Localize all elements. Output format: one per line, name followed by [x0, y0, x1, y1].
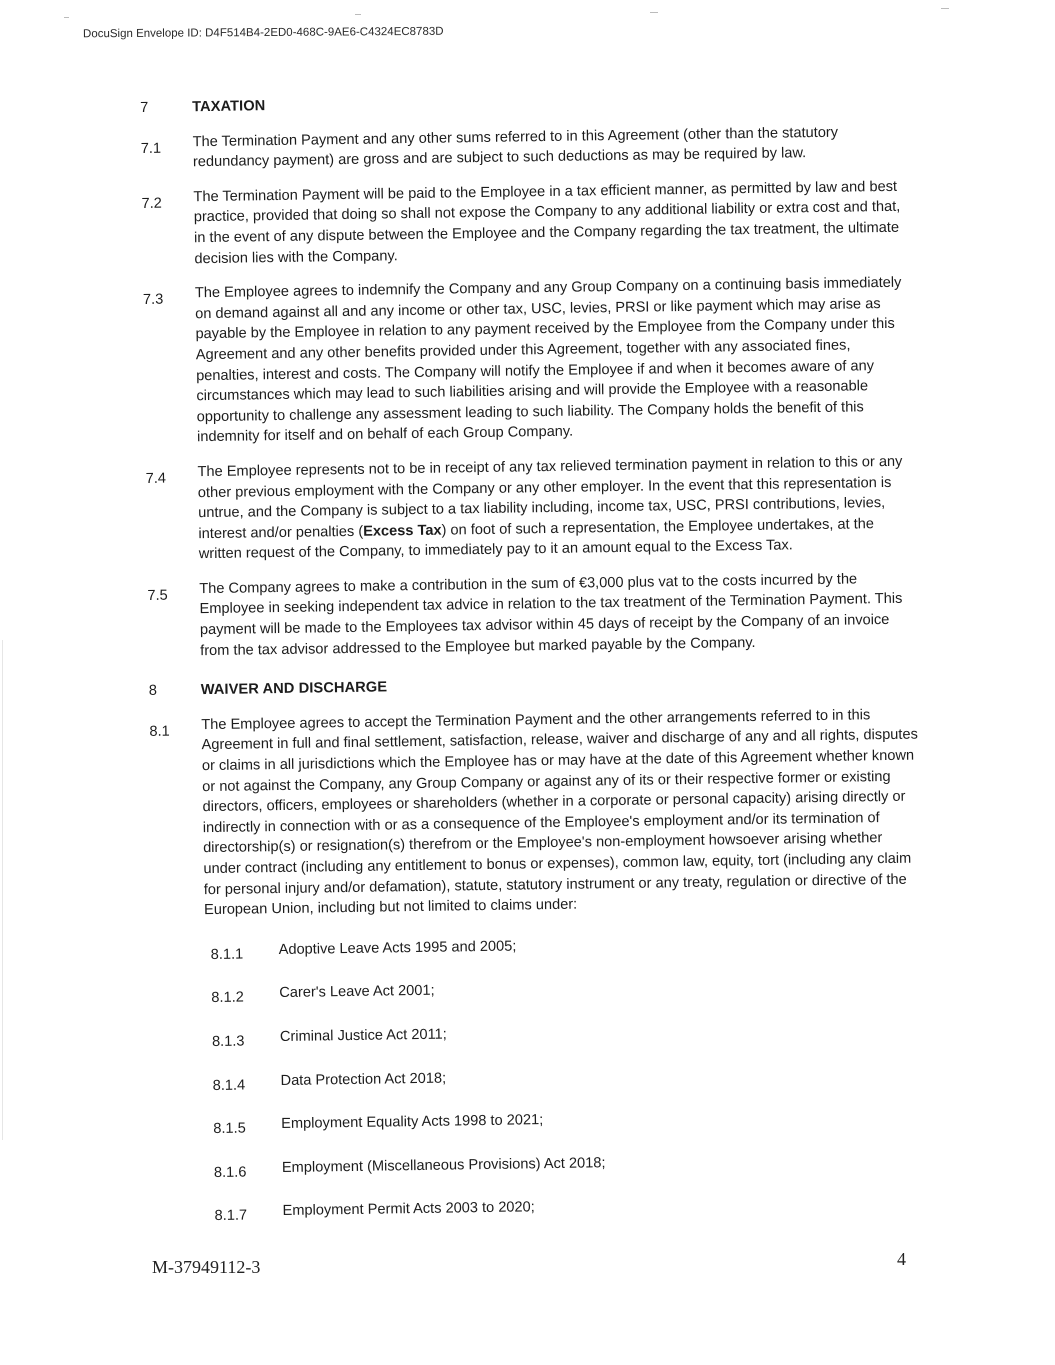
subclause-number: 8.1.1	[210, 946, 244, 963]
section-number: 7	[140, 99, 149, 116]
subclause-number: 8.1.3	[211, 1033, 245, 1051]
clause-7-4	[145, 451, 916, 565]
clause-7-2	[141, 176, 912, 270]
page-number: 4	[897, 1249, 906, 1269]
clause-text-part: The Employee represents not to be in receipt of any tax relieved termination payment in relation to this or any other previous employment with the Company or any other employer. In the event that this representation is untrue, and the Company is subject to a tax liability including, income tax, USC, PRSI contributions, levies, interest and/or penalties (	[197, 453, 903, 542]
section-title: WAIVER AND DISCHARGE	[200, 679, 388, 699]
subclause-8-1-2	[211, 974, 923, 1009]
clause-text: The Employee agrees to accept the Termination Payment and the other arrangements referred to in this Agreement in full and final settlement, satisfaction, release, waiver and discharge of any and all rights, disputes or claims in all jurisdictions which the Employee has or may have at the date of this Agreement whether known or not against the Company, any Group Company or against any of its or their respective former or existing directors, officers, employees or shareholders (whether in a corporate or personal capacity) arising directly or indirectly in connection with or as a consequence of the Employee's employment and/or its termination of directorship(s) or resignation(s) therefrom or the Employee's non-employment howsoever arising whether under contract (including any entitlement to bonus or expenses), common law, equity, tort (including any claim for personal injury and/or defamation), statute, statutory instrument or any treaty, regulation or directive of the European Union, including but not limited to claims under:	[201, 707, 918, 919]
document-id: M-37949112-3	[152, 1257, 261, 1277]
docusign-envelope-id: DocuSign Envelope ID: D4F514B4-2ED0-468C-9AE6-C4324EC8783D	[82, 25, 444, 41]
clause-text	[197, 451, 916, 565]
subclause-8-1-6	[214, 1148, 926, 1183]
subclause-number: 8.1.7	[214, 1207, 248, 1225]
clause-text: The Termination Payment will be paid to the Employee in a tax efficient manner, as permitted by law and best practice, provided that doing so shall not expose the Company to any additional liability or extra cost and that, in the event of any dispute between the Employee and the Company regarding the tax treatment, the ultimate decision lies with the Company.	[193, 178, 901, 267]
subclause-8-1-5	[213, 1105, 925, 1140]
clause-text: The Company agrees to make a contribution in the sum of €3,000 plus vat to the costs incurred by the Employee in seeking independent tax advice in relation to the tax treatment of the Termination Payment. This payment will be made to the Employees tax advisor within 45 days of receipt by the Company of an invoice from the tax advisor addressed to the Employee but marked payable by the Company.	[199, 571, 903, 659]
clause-8-1	[149, 704, 922, 921]
defined-term-excess-tax: Excess Tax	[363, 522, 442, 540]
subclause-8-1-1	[211, 930, 923, 965]
subclause-text: Data Protection Act 2018;	[280, 1070, 447, 1089]
section-title: TAXATION	[192, 98, 266, 116]
clause-7-5	[147, 568, 918, 662]
clause-text-part: ) on foot of such a representation, the Employee undertakes, at the written request of the Company, to immediately pay to it an amount equal to the Excess Tax.	[198, 515, 875, 563]
subclause-8-1-3	[212, 1017, 924, 1052]
clause-number: 8.1	[149, 723, 170, 740]
subclause-text: Carer's Leave Act 2001;	[279, 983, 435, 1002]
section-heading-taxation	[140, 87, 910, 119]
subclause-number: 8.1.5	[213, 1120, 246, 1138]
document-body	[140, 87, 927, 1228]
subclause-number: 8.1.6	[213, 1164, 247, 1181]
subclause-text: Employment (Miscellaneous Provisions) Act 2018;	[281, 1154, 606, 1176]
subclause-8-1-4	[212, 1061, 924, 1096]
clause-text: The Termination Payment and any other sums referred to in this Agreement (other than the statutory redundancy payment) are gross and are subject to such deductions as may be required by law.	[192, 124, 839, 171]
clause-7-3	[143, 273, 915, 449]
section-number: 8	[148, 683, 158, 700]
clause-number: 7.1	[140, 140, 162, 157]
clause-number: 7.3	[142, 291, 164, 309]
clause-text: The Employee agrees to indemnify the Company and any Group Company on a continuing basis immediately on demand against all and any income or other tax, USC, levies, PRSI or like payment which may arise as payable by the Employee in relation to any payment received by the Employee from the Company under this Agreement and any other benefits provided under this Agreement, together with any associated fines, penalties, interest and costs. The Company will notify the Employee if and when it becomes aware of any circumstances which may lead to such liabilities arising and will provide the Employee with a reasonable opportunity to challenge any assessment leading to such liability. The Company holds the benefit of this indemnity for itself and on behalf of each Group Company.	[194, 274, 902, 446]
clause-number: 7.4	[145, 470, 167, 487]
subclause-8-1-7	[214, 1192, 926, 1227]
clause-number: 7.5	[147, 587, 168, 604]
subclause-text: Employment Permit Acts 2003 to 2020;	[282, 1199, 535, 1220]
subclause-number: 8.1.4	[212, 1077, 246, 1094]
subclause-text: Employment Equality Acts 1998 to 2021;	[281, 1112, 544, 1133]
clause-7-1	[141, 121, 912, 174]
subclause-text: Criminal Justice Act 2011;	[279, 1026, 447, 1045]
clause-number: 7.2	[141, 195, 162, 212]
subclause-number: 8.1.2	[211, 989, 244, 1007]
section-heading-waiver-and-discharge	[149, 670, 919, 702]
subclause-text: Adoptive Leave Acts 1995 and 2005;	[278, 938, 517, 958]
